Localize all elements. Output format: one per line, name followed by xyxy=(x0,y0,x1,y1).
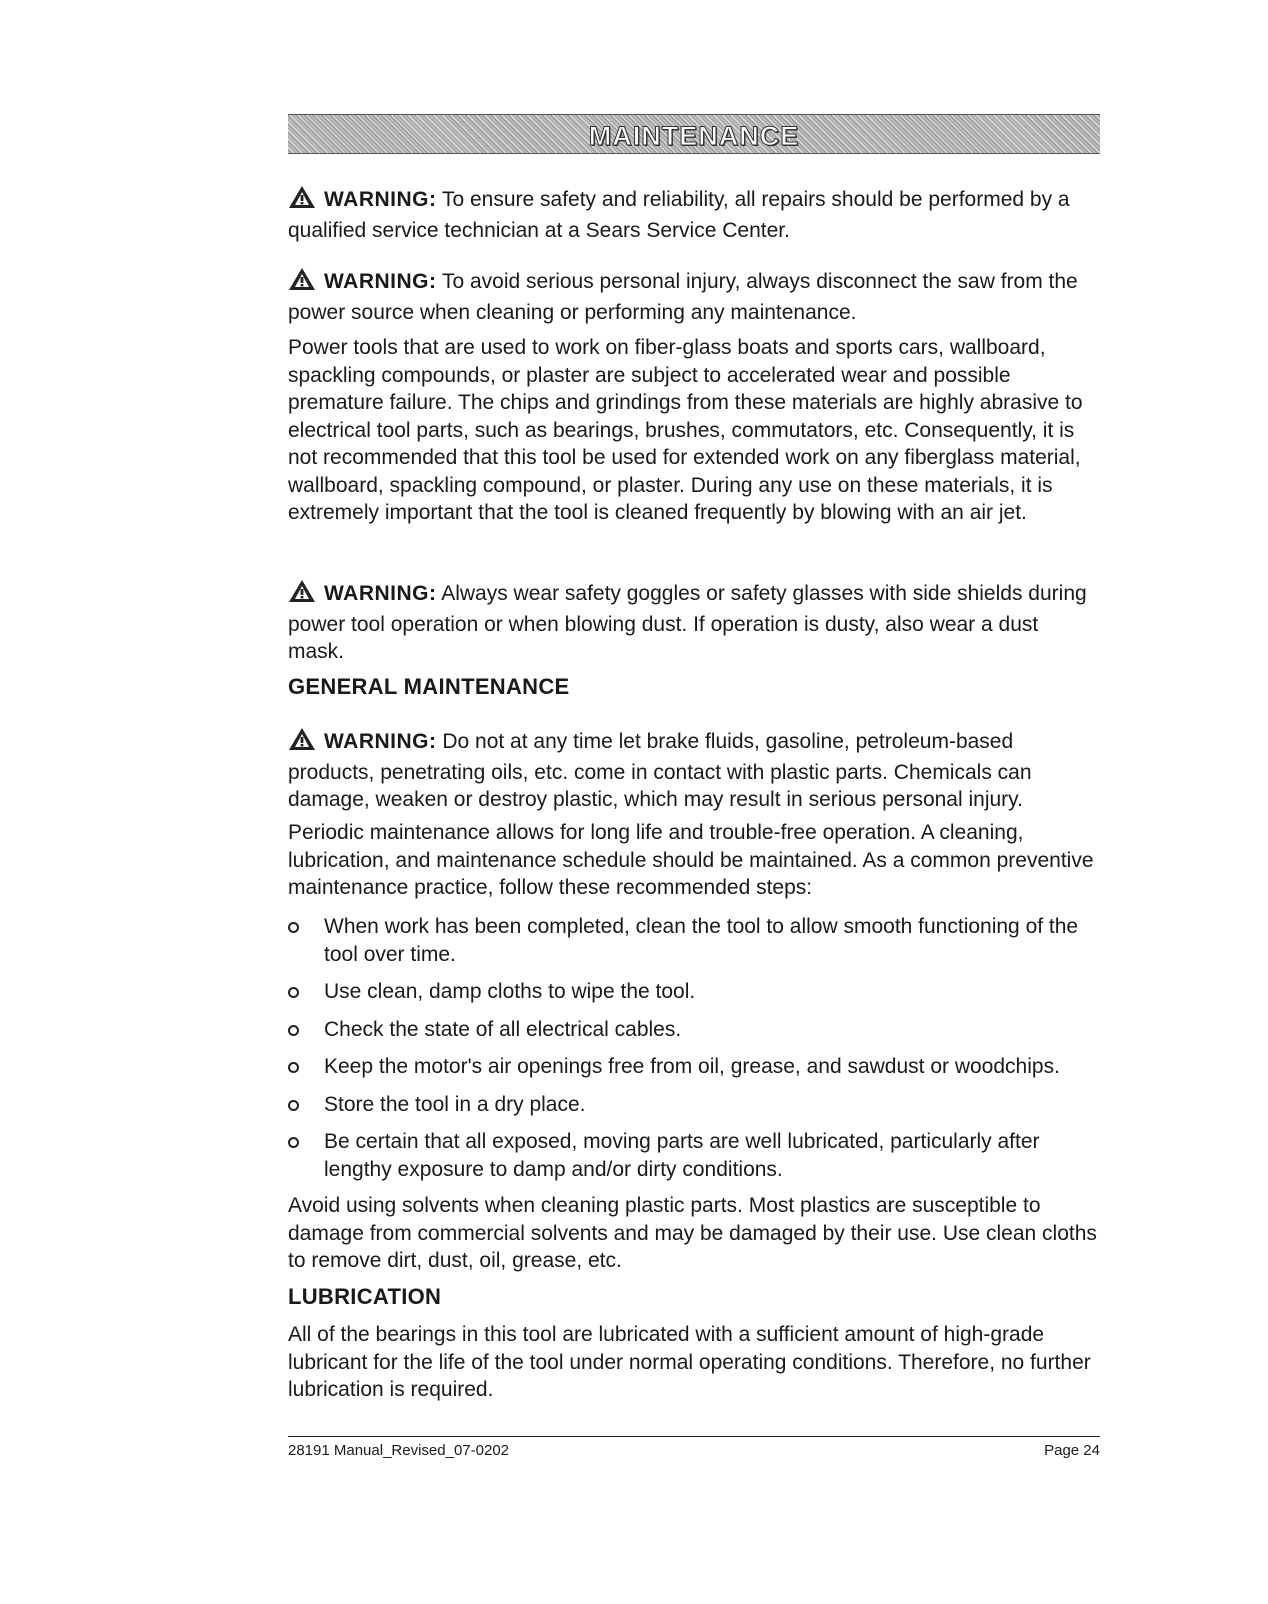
list-item xyxy=(288,913,1100,968)
general-maintenance-heading: GENERAL MAINTENANCE xyxy=(288,674,570,699)
warning-text: Always wear safety goggles or safety glasses with side shields during power tool operation or when blowing dust. If operation is dusty, also wear a dust mask. xyxy=(288,582,1087,663)
solvents-paragraph: Avoid using solvents when cleaning plastic parts. Most plastics are susceptible to damage from commercial solvents and may be damaged by their use. Use clean cloths to remove dirt, dust, oil, grease, etc. xyxy=(288,1194,1097,1272)
warning-chemicals xyxy=(288,727,1100,814)
footer-page-number: Page 24 xyxy=(1044,1442,1100,1459)
warning-text: Do not at any time let brake fluids, gasoline, petroleum-based products, penetrating oils, etc. come in contact with plastic parts. Chemicals can damage, weaken or destroy plastic, which may result in serious personal injury. xyxy=(288,730,1032,811)
warning-label: WARNING: xyxy=(324,270,437,293)
list-item xyxy=(288,1053,1100,1081)
lubrication-heading: LUBRICATION xyxy=(288,1284,442,1309)
list-item xyxy=(288,1091,1100,1119)
warning-label: WARNING: xyxy=(324,730,437,753)
bullet-icon xyxy=(288,922,299,933)
warning-disconnect xyxy=(288,267,1100,326)
step-text: Use clean, damp cloths to wipe the tool. xyxy=(324,980,696,1003)
section-title: MAINTENANCE xyxy=(588,121,800,151)
list-item xyxy=(288,1128,1100,1183)
warning-triangle-icon xyxy=(288,267,316,299)
footer-document-id: 28191 Manual_Revised_07-0202 xyxy=(288,1442,510,1459)
list-item xyxy=(288,978,1100,1006)
step-text: When work has been completed, clean the tool to allow smooth functioning of the tool over time. xyxy=(324,915,1079,966)
periodic-maintenance-paragraph: Periodic maintenance allows for long life and trouble-free operation. A cleaning, lubrication, and maintenance schedule should be maintained. As a common preventive maintenance practice, follow these recommended steps: xyxy=(288,821,1094,899)
bullet-icon xyxy=(288,1025,299,1036)
bullet-icon xyxy=(288,1137,299,1148)
bullet-icon xyxy=(288,1062,299,1073)
maintenance-steps-list xyxy=(288,913,1100,1193)
warning-text: To avoid serious personal injury, always disconnect the saw from the power source when cleaning or performing any maintenance. xyxy=(288,270,1078,324)
warning-triangle-icon xyxy=(288,185,316,217)
warning-label: WARNING: xyxy=(324,582,437,605)
footer-divider xyxy=(288,1436,1100,1437)
warning-triangle-icon xyxy=(288,727,316,759)
warning-label: WARNING: xyxy=(324,188,437,211)
step-text: Store the tool in a dry place. xyxy=(324,1092,586,1116)
power-tools-paragraph: Power tools that are used to work on fiber-glass boats and sports cars, wallboard, spackling compounds, or plaster are subject to accelerated wear and possible premature failure. The chips and grindings from these materials are highly abrasive to electrical tool parts, such as bearings, brushes, commutators, etc. Consequently, it is not recommended that this tool be used for extended work on any fiberglass material, wallboard, spackling compound, or plaster. During any use on these materials, it is extremely important that the tool is cleaned frequently by blowing with an air jet. xyxy=(288,336,1083,524)
section-banner xyxy=(288,114,1100,154)
step-text: Keep the motor's air openings free from oil, grease, and sawdust or woodchips. xyxy=(324,1055,1060,1078)
step-text: Check the state of all electrical cables. xyxy=(324,1017,682,1041)
warning-text: To ensure safety and reliability, all repairs should be performed by a qualified service technician at a Sears Service Center. xyxy=(288,188,1070,242)
warning-repairs xyxy=(288,185,1100,244)
step-text: Be certain that all exposed, moving parts are well lubricated, particularly after lengthy exposure to damp and/or dirty conditions. xyxy=(324,1130,1040,1181)
bullet-icon xyxy=(288,987,299,998)
warning-triangle-icon xyxy=(288,579,316,611)
warning-goggles xyxy=(288,579,1100,666)
list-item xyxy=(288,1016,1100,1044)
bullet-icon xyxy=(288,1100,299,1111)
lubrication-paragraph: All of the bearings in this tool are lubricated with a sufficient amount of high-grade lubricant for the life of the tool under normal operating conditions. Therefore, no further lubrication is required. xyxy=(288,1323,1091,1401)
